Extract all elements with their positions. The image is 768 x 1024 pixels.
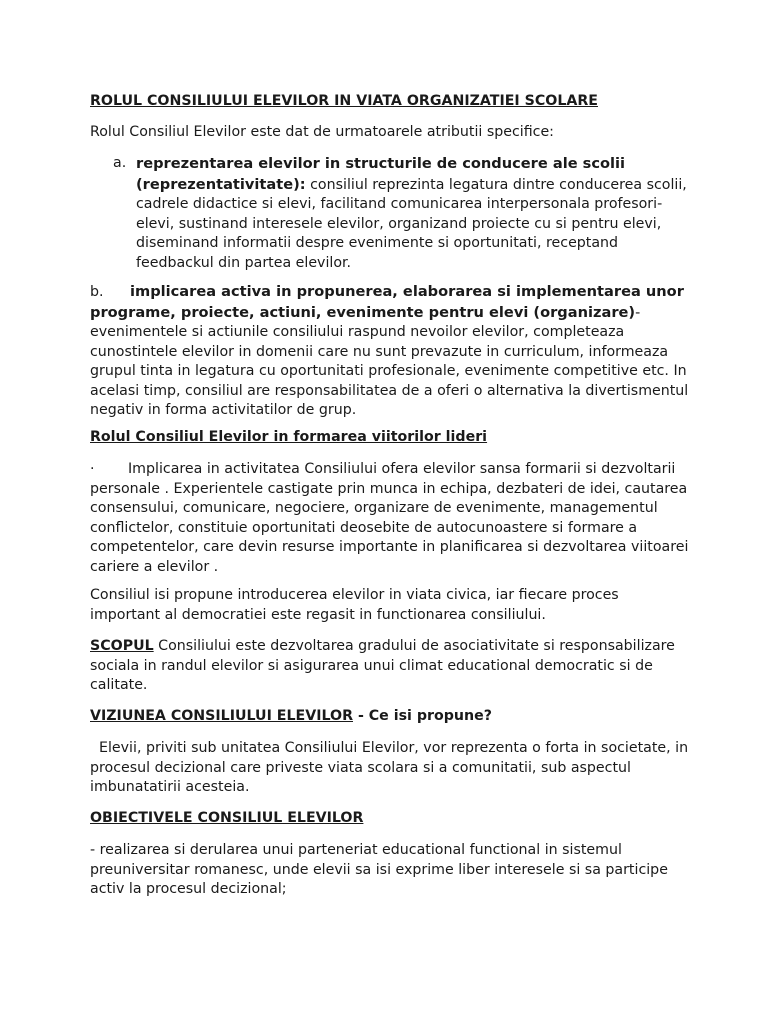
scope-label: SCOPUL — [90, 638, 154, 654]
list-item-a-body — [136, 154, 688, 273]
vision-suffix: - Ce isi propune? — [353, 708, 492, 724]
scope-text: Consiliului este dezvoltarea gradului de asociativitate si responsabilizare sociala in randul elevilor si asigurarea unui climat educational democratic si de calitate. — [90, 638, 675, 693]
list-item-b-text: -evenimentele si actiunile consiliului raspund nevoilor elevilor, completeaza cunostintele elevilor in domenii care nu sunt prevazute in curriculum, informeaza grupul tinta in legatura cu oportunitati profesionale, evenimente competitive etc. In acelasi timp, consiliul are responsabilitatea de a oferi o alternativa la divertismentul negativ in forma activitatilor de grup. — [90, 304, 689, 418]
vision-paragraph: Elevii, priviti sub unitatea Consiliului Elevilor, vor reprezenta o forta in societate, in procesul decizional care priveste viata scolara si a comunitatii, sub aspectul imbunatatirii acesteia. — [90, 740, 693, 795]
list-item-a-text: consiliul reprezinta legatura dintre conducerea scolii, cadrele didactice si elevi, facilitand comunicarea interpersonala profesori-elevi, sustinand interesele elevilor, organizand proiecte cu si pentru elevi, diseminand informatii despre evenimente si oportunitati, receptand feedbackul din partea elevilor. — [136, 176, 687, 271]
objective-item-1: - realizarea si derularea unui parteneriat educational functional in sistemul preuniversitar romanesc, unde elevii sa isi exprime liber interesele si sa participe activ la procesul decizional; — [90, 842, 668, 897]
vision-heading — [90, 707, 690, 727]
section-heading-leaders: Rolul Consiliul Elevilor in formarea viitorilor lideri — [90, 429, 488, 445]
list-item-b-heading: implicarea activa in propunerea, elaborarea si implementarea unor programe, proiecte, actiuni, evenimente pentru elevi (organizare) — [90, 283, 684, 321]
list-item-a — [113, 154, 693, 273]
list-marker-a: a. — [113, 155, 127, 171]
vision-label: VIZIUNEA CONSILIULUI ELEVILOR — [90, 708, 353, 724]
list-marker-b: b. — [90, 284, 104, 300]
bullet-text: Implicarea in activitatea Consiliului ofera elevilor sansa formarii si dezvoltarii personale . Experientele castigate prin munca in echipa, dezbateri de idei, cautarea consensului, comunicare, negociere, organizare de evenimente, managementul conflictelor, constituie oportunitati deosebite de autocunoastere si formare a competentelor, care devin resurse importante in planificarea si dezvoltarea viitoarei cariere a elevilor . — [90, 461, 689, 575]
list-item-b — [90, 282, 690, 421]
objectives-heading: OBIECTIVELE CONSILIUL ELEVILOR — [90, 810, 364, 826]
civic-paragraph: Consiliul isi propune introducerea elevilor in viata civica, iar fiecare proces important al democratiei este regasit in functionarea consiliului. — [90, 587, 619, 623]
list-item-a-heading: reprezentarea elevilor in structurile de conducere ale scolii (reprezentativitate): — [136, 155, 626, 193]
bullet-paragraph — [90, 460, 690, 577]
bullet-marker: · — [90, 461, 95, 477]
intro-paragraph: Rolul Consiliul Elevilor este dat de urmatoarele atributii specifice: — [90, 124, 554, 140]
scope-paragraph — [90, 637, 690, 696]
document-title: ROLUL CONSILIULUI ELEVILOR IN VIATA ORGANIZATIEI SCOLARE — [90, 93, 598, 109]
